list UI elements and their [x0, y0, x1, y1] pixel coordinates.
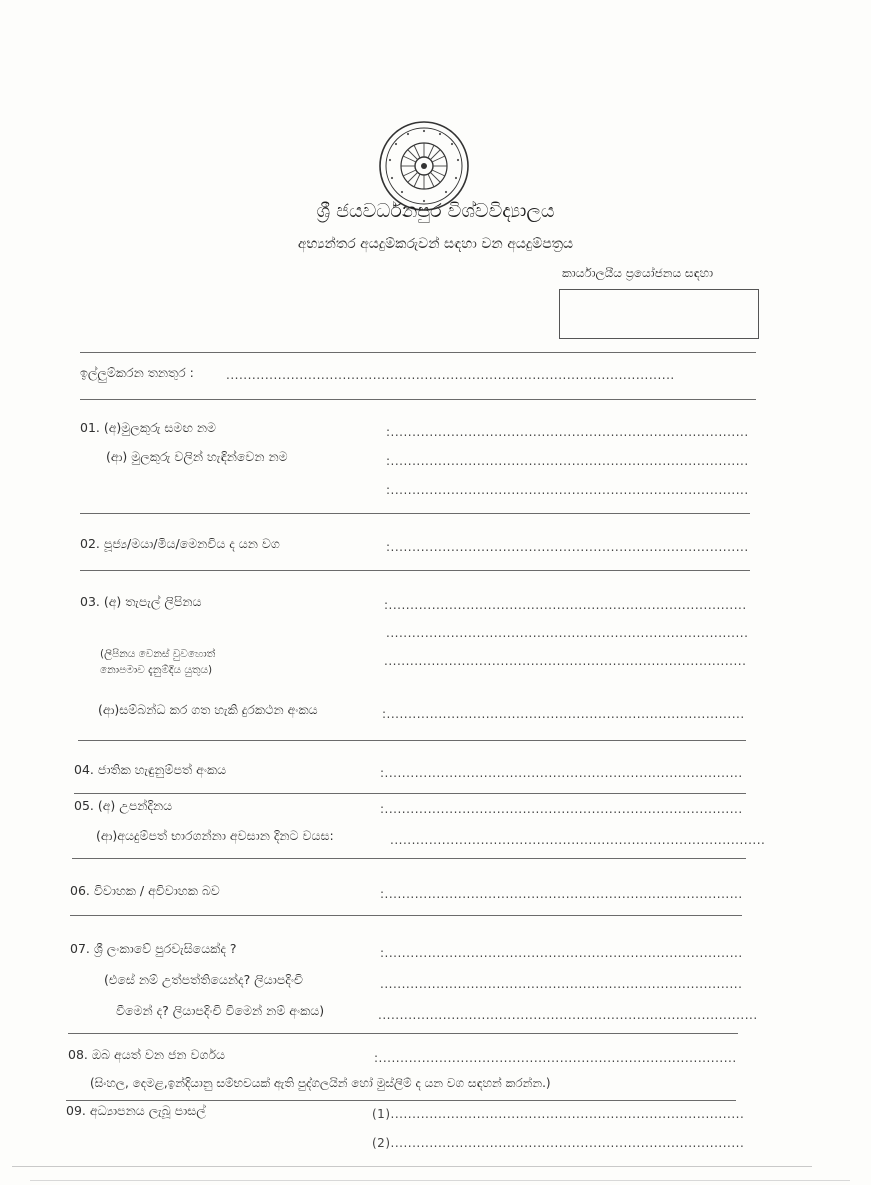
q04-nic-field[interactable]: :...................................................................................	[380, 766, 743, 780]
q02-title-label: 02. පූජ්‍ය/මයා/මිය/මෙනවිය ද යන වග	[80, 536, 280, 551]
q09-school-field-1[interactable]: (1)..................................................................................	[372, 1107, 745, 1121]
q03-phone-field[interactable]: :...................................................................................	[382, 707, 745, 721]
q07-citizen-field-1[interactable]: :...................................................................................	[380, 946, 743, 960]
q09-schools-label: 09. අධ්‍යාපනය ලැබූ පාසල්	[66, 1103, 206, 1118]
scan-edge	[12, 1166, 812, 1167]
form-title: අභ්‍යන්තර අයදුම්කරුවන් සඳහා වන අයදුම්පත්‍රය	[297, 236, 574, 252]
divider	[70, 915, 742, 916]
office-use-label: කාර්යාලයීය ප්‍රයෝජනය සඳහා	[562, 266, 714, 280]
university-seal-icon	[378, 120, 470, 212]
divider	[78, 740, 746, 741]
q05-age-label: (ආ)අයදුම්පත් භාරගන්නා අවසාන දිනට වයස:	[96, 828, 334, 843]
divider	[66, 1100, 736, 1101]
q06-marital-label: 06. විවාහක / අවිවාහක බව	[70, 883, 220, 898]
divider	[80, 352, 756, 353]
divider	[72, 858, 746, 859]
q06-marital-field[interactable]: :...................................................................................	[380, 887, 743, 901]
q07-citizen-field-2[interactable]: ....................................................................................	[380, 977, 743, 991]
q01-initials-name-field-2[interactable]: :...................................................................................	[386, 483, 749, 497]
q03-address-label: 03. (අ) තැපැල් ලිපිනය	[80, 594, 202, 609]
q08-ethnicity-label: 08. ඔබ අයත් වන ජන වර්ගය	[68, 1047, 225, 1062]
office-use-box	[559, 289, 759, 339]
divider	[80, 399, 756, 400]
q05-dob-field[interactable]: :...................................................................................	[380, 802, 743, 816]
divider	[80, 513, 750, 514]
q04-nic-label: 04. ජාතික හැඳුනුම්පත් අංකය	[74, 762, 227, 777]
q07-citizen-note-1: (එසේ නම් උත්පත්තියෙන්ද? ලියාපදිංචි	[104, 972, 303, 987]
q05-age-field[interactable]: .......................................................................................	[390, 833, 766, 847]
q08-ethnicity-field[interactable]: :...................................................................................	[374, 1051, 737, 1065]
divider	[80, 570, 750, 571]
q01-initials-name-field[interactable]: :...................................................................................	[386, 454, 749, 468]
q03-address-field-2[interactable]: ....................................................................................	[386, 626, 749, 640]
q07-citizen-note-2: වීමෙන් ද? ලියාපදිංචි වීමෙන් නම් අංකය)	[116, 1003, 325, 1018]
q03-address-field-3[interactable]: ....................................................................................	[384, 654, 747, 668]
scan-edge	[30, 1180, 850, 1181]
q03-address-note-line1: (ලිපිනය වෙනස් වුවහොත්	[100, 648, 216, 660]
q07-citizen-label: 07. ශ්‍රී ලංකාවේ පුරවැසියෙක්ද ?	[70, 941, 237, 956]
divider	[74, 793, 746, 794]
post-applied-field[interactable]: ........................................................................................................	[226, 368, 675, 382]
q01-full-name-field[interactable]: :...................................................................................	[386, 425, 749, 439]
university-name: ශ්‍රී ජයවර්ධනපුර විශ්වවිද්‍යාලය	[316, 200, 555, 222]
q05-dob-label: 05. (අ) උපන්දිනය	[74, 798, 173, 813]
q07-citizen-field-3[interactable]: ........................................................................................	[378, 1008, 758, 1022]
q09-school-field-2[interactable]: (2)..................................................................................	[372, 1136, 745, 1150]
q01-full-name-label: 01. (අ)මුලකුරු සමඟ නම	[80, 420, 217, 435]
q01-initials-name-label: (ආ) මුලකුරු වලින් හැඳින්වෙන නම	[106, 449, 288, 464]
q03-phone-label: (ආ)සම්බන්ධ කර ගත හැකි දුරකථන අංකය	[98, 702, 318, 717]
q03-address-field-1[interactable]: :...................................................................................	[384, 598, 747, 612]
q03-address-note-line2: නොපමාව දැනුම්දිය යුතුය)	[100, 664, 213, 676]
q08-ethnicity-note: (සිංහල, දෙමළ,ඉන්දියානු සම්භවයක් ඇති පුද්ගලයින් හෝ මුස්ලිම් ද යන වග සඳහන් කරන්න.)	[90, 1076, 551, 1090]
q02-title-field[interactable]: :...................................................................................	[386, 540, 749, 554]
divider	[68, 1033, 738, 1034]
post-applied-label: ඉල්ලුම්කරන තනතුර :	[80, 365, 194, 380]
